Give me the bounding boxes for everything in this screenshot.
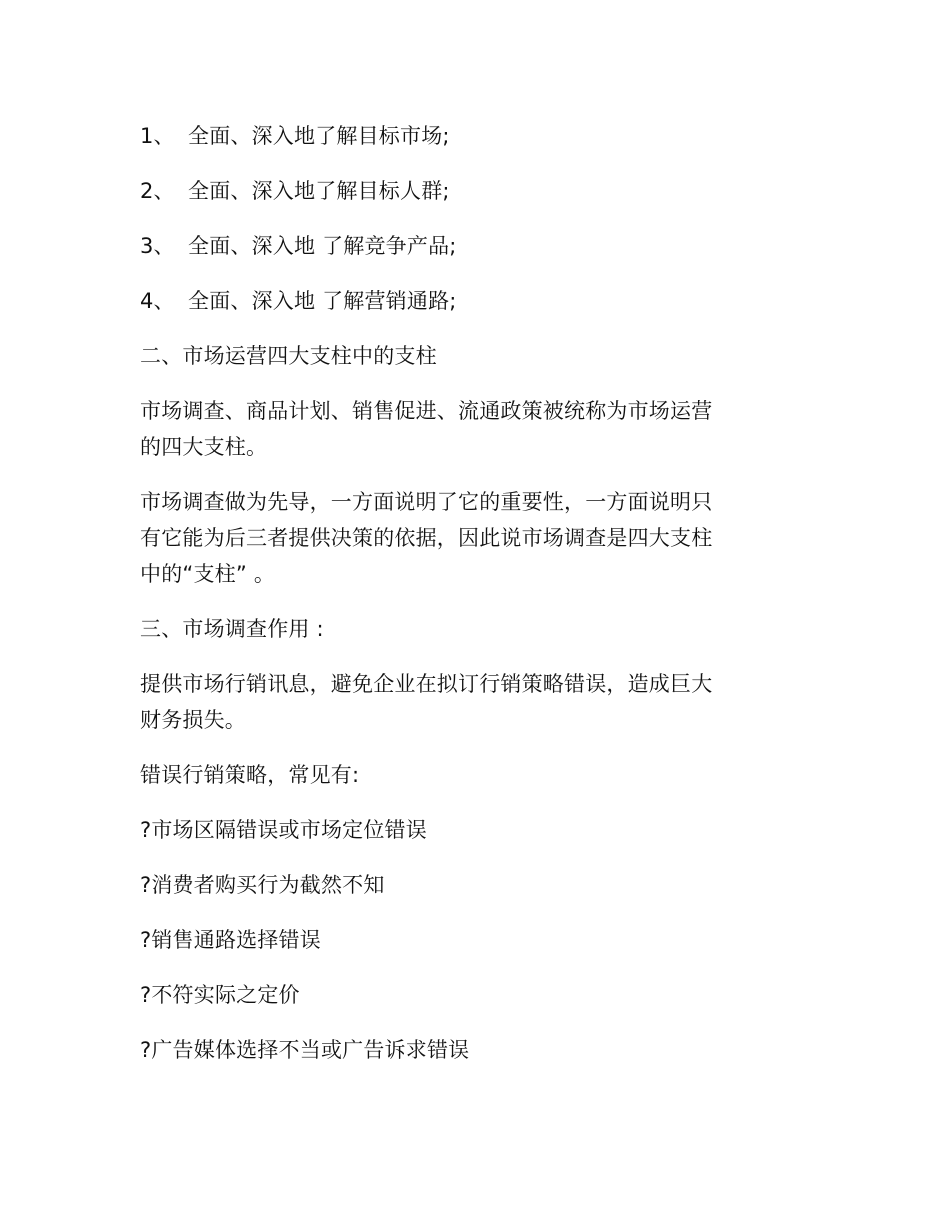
bullet-item: ?不符实际之定价 — [140, 983, 300, 1007]
list-item — [140, 173, 805, 209]
section-heading-2: 二、市场运营四大支柱中的支柱 — [140, 344, 437, 368]
paragraph-line: 市场调查做为先导，一方面说明了它的重要性，一方面说明只 — [140, 490, 713, 514]
paragraph-line: 市场调查、商品计划、销售促进、流通政策被统称为市场运营 — [140, 399, 713, 423]
paragraph-line: 有它能为后三者提供决策的依据，因此说市场调查是四大支柱 — [140, 526, 713, 550]
list-item — [140, 228, 805, 264]
list-number: 4、 — [140, 289, 175, 313]
paragraph-common-errors: 错误行销策略，常见有: — [140, 763, 360, 787]
section-heading-3: 三、市场调查作用 : — [140, 617, 324, 641]
list-text: 全面、深入地了解目标市场; — [188, 124, 450, 148]
bullet-item: ?市场区隔错误或市场定位错误 — [140, 818, 427, 842]
list-item — [140, 283, 805, 319]
list-number: 1、 — [140, 124, 175, 148]
document-body — [140, 118, 805, 1068]
paragraph-line: 提供市场行销讯息，避免企业在拟订行销策略错误，造成巨大 — [140, 672, 713, 696]
bullet-item: ?销售通路选择错误 — [140, 928, 321, 952]
bullet-item: ?消费者购买行为截然不知 — [140, 873, 385, 897]
list-item — [140, 118, 805, 154]
paragraph-line: 中的“支柱” 。 — [140, 562, 276, 586]
list-text: 全面、深入地 了解竞争产品; — [188, 234, 457, 258]
list-number: 3、 — [140, 234, 175, 258]
paragraph-line: 的四大支柱。 — [140, 435, 268, 459]
paragraph-research-leads — [140, 484, 805, 592]
list-text: 全面、深入地 了解营销通路; — [188, 289, 457, 313]
paragraph-research-purpose — [140, 666, 805, 738]
paragraph-line: 财务损失。 — [140, 708, 246, 732]
list-number: 2、 — [140, 179, 175, 203]
bullet-item: ?广告媒体选择不当或广告诉求错误 — [140, 1038, 470, 1062]
paragraph-four-pillars — [140, 393, 805, 465]
list-text: 全面、深入地了解目标人群; — [188, 179, 450, 203]
